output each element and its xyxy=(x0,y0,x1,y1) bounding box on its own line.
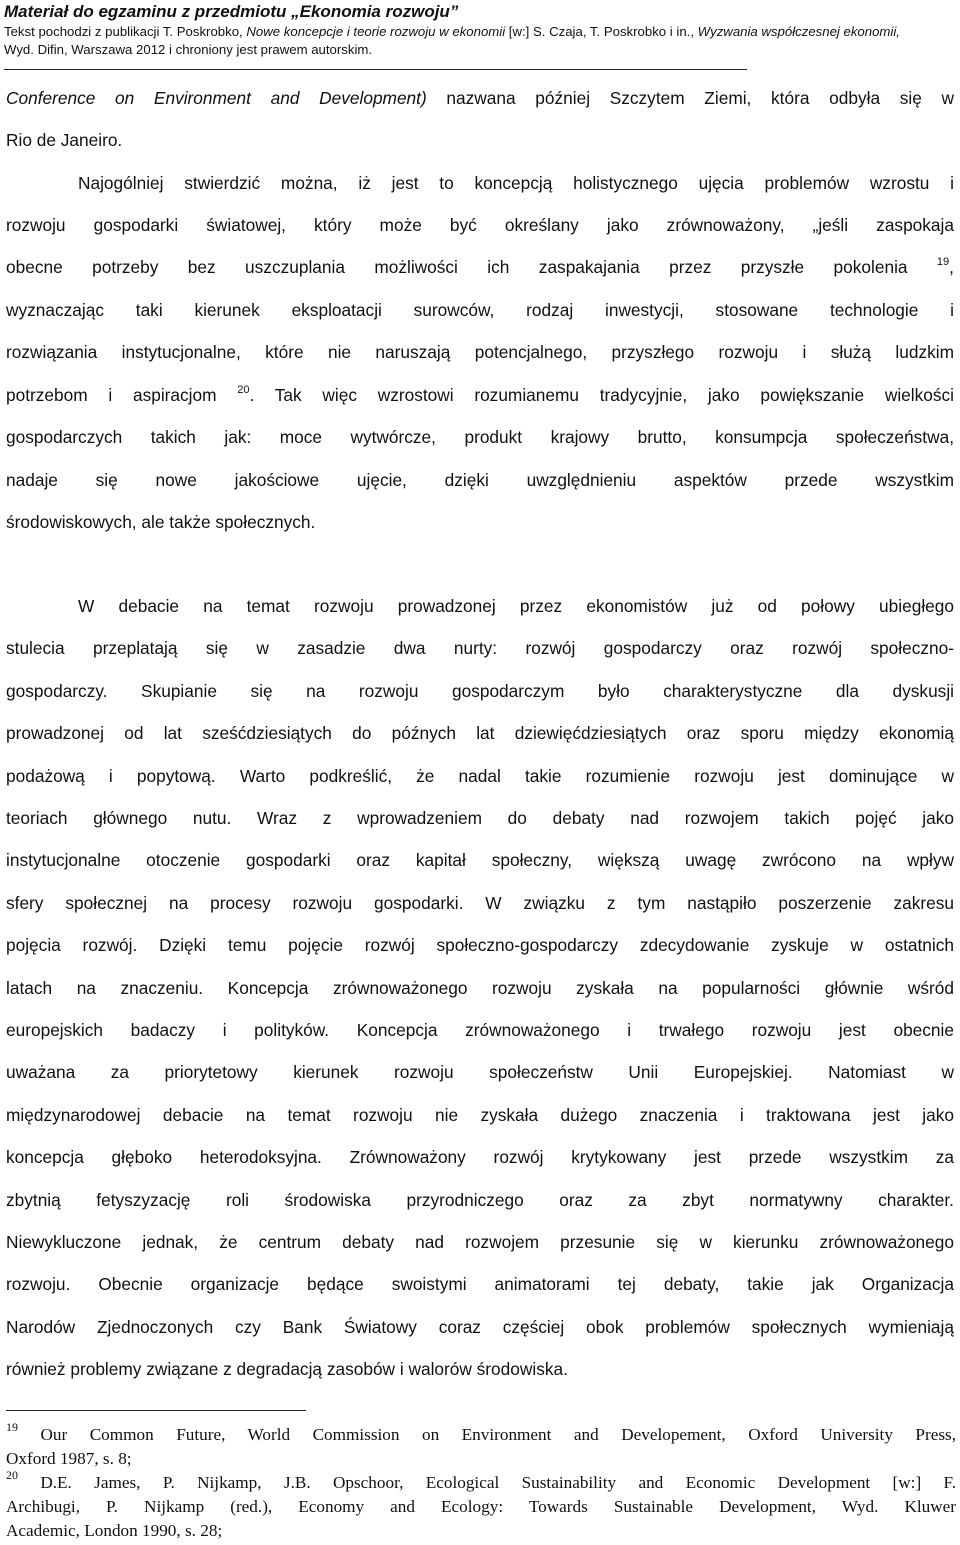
text-line xyxy=(6,384,954,406)
header-source-authors: [w:] S. Czaja, T. Poskrobko i in., xyxy=(505,24,698,39)
text-line: prowadzonej od lat sześćdziesiątych do późnych lat dziewięćdziesiątych oraz sporu między ekonomią xyxy=(6,723,954,743)
text-line: Najogólniej stwierdzić można, iż jest to koncepcją holistycznego ujęcia problemów wzrostu i xyxy=(78,173,954,193)
footnote-text: Our Common Future, World Commission on Environment and Developement, Oxford University Press, xyxy=(18,1425,956,1444)
footnote-line: Oxford 1987, s. 8; xyxy=(6,1449,132,1468)
text-line: gospodarczych takich jak: moce wytwórcze, produkt krajowy brutto, konsumpcja społeczeństwa, xyxy=(6,427,954,447)
footnote-text: D.E. James, P. Nijkamp, J.B. Opschoor, Ecological Sustainability and Economic Development [w:] F. xyxy=(18,1473,956,1492)
text-line: latach na znaczeniu. Koncepcja zrównoważonego rozwoju zyskała na popularności głównie wśród xyxy=(6,978,954,998)
footnote-ref-20: 20 xyxy=(237,384,250,396)
text-line: Rio de Janeiro. xyxy=(6,130,123,150)
footnote-line: Archibugi, P. Nijkamp (red.), Economy and Ecology: Towards Sustainable Development, Wyd. Kluwer xyxy=(6,1497,956,1516)
conference-name: Conference on Environment and Development) xyxy=(6,88,427,108)
text-line xyxy=(6,256,954,278)
text-line: koncepcja głęboko heterodoksyjna. Zrównoważony rozwój krytykowany jest przede wszystkim za xyxy=(6,1147,954,1167)
text-line: uważana za priorytetowy kierunek rozwoju społeczeństw Unii Europejskiej. Natomiast w xyxy=(6,1062,954,1082)
footnote-number: 20 xyxy=(6,1468,18,1482)
footnote-number: 19 xyxy=(6,1420,18,1434)
text-line: wyznaczając taki kierunek eksploatacji surowców, rodzaj inwestycji, stosowane technologie i xyxy=(6,300,954,320)
text-line: europejskich badaczy i polityków. Koncepcja zrównoważonego i trwałego rozwoju jest obecnie xyxy=(6,1020,954,1040)
text-line xyxy=(6,87,954,109)
header-source-collection-title: Wyzwania współczesnej ekonomii, xyxy=(697,24,900,39)
text-line: Narodów Zjednoczonych czy Bank Światowy coraz częściej obok problemów społecznych wymieniają xyxy=(6,1317,954,1337)
footnote-line: Academic, London 1990, s. 28; xyxy=(6,1521,223,1540)
header-title: Materiał do egzaminu z przedmiotu „Ekonomia rozwoju” xyxy=(4,2,459,21)
text-span: potrzebom i aspiracjom xyxy=(6,385,217,405)
text-line: środowiskowych, ale także społecznych. xyxy=(6,512,316,532)
text-line: sfery społecznej na procesy rozwoju gospodarki. W związku z tym nastąpiło poszerzenie zakresu xyxy=(6,893,954,913)
header-source-text: Tekst pochodzi z publikacji T. Poskrobko, xyxy=(4,24,247,39)
text-line: Niewykluczone jednak, że centrum debaty nad rozwojem przesunie się w kierunku zrównoważonego xyxy=(6,1232,954,1252)
header-divider xyxy=(4,69,747,70)
text-line: rozwiązania instytucjonalne, które nie naruszają potencjalnego, przyszłego rozwoju i służą ludzkim xyxy=(6,342,954,362)
footnote-line xyxy=(6,1420,956,1446)
text-line: nadaje się nowe jakościowe ujęcie, dzięki uwzględnieniu aspektów przede wszystkim xyxy=(6,470,954,490)
text-line: rozwoju. Obecnie organizacje będące swoistymi animatorami tej debaty, takie jak Organizacja xyxy=(6,1274,954,1294)
header-source-line-1 xyxy=(4,24,900,39)
text-line: również problemy związane z degradacją zasobów i walorów środowiska. xyxy=(6,1359,568,1379)
text-line: rozwoju gospodarki światowej, który może być określany jako zrównoważony, „jeśli zaspokaja xyxy=(6,215,954,235)
footnote-divider xyxy=(6,1410,306,1411)
header-source-line-2: Wyd. Difin, Warszawa 2012 i chroniony jest prawem autorskim. xyxy=(4,42,373,57)
footnote-line xyxy=(6,1468,956,1494)
text-line: podażową i popytową. Warto podkreślić, że nadal takie rozumienie rozwoju jest dominujące w xyxy=(6,766,954,786)
footnote-ref-19: 19 xyxy=(936,256,950,268)
text-line: pojęcia rozwój. Dzięki temu pojęcie rozwój społeczno-gospodarczy zdecydowanie zyskuje w ostatnich xyxy=(6,935,954,955)
text-span: , xyxy=(949,257,954,277)
text-line: teoriach głównego nutu. Wraz z wprowadzeniem do debaty nad rozwojem takich pojęć jako xyxy=(6,808,954,828)
text-span: . Tak więc wzrostowi rozumianemu tradycyjnie, jako powiększanie wielkości xyxy=(249,385,954,405)
text-line: zbytnią fetyszyzację roli środowiska przyrodniczego oraz za zbyt normatywny charakter. xyxy=(6,1190,954,1210)
text-line: W debacie na temat rozwoju prowadzonej przez ekonomistów już od połowy ubiegłego xyxy=(78,596,954,616)
text-line: stulecia przeplatają się w zasadzie dwa nurty: rozwój gospodarczy oraz rozwój społeczno- xyxy=(6,638,954,658)
text-line: międzynarodowej debacie na temat rozwoju nie zyskała dużego znaczenia i traktowana jest jako xyxy=(6,1105,954,1125)
text-span: nazwana później Szczytem Ziemi, która odbyła się w xyxy=(426,88,954,108)
text-line: instytucjonalne otoczenie gospodarki oraz kapitał społeczny, większą uwagę zwrócono na wpływ xyxy=(6,850,954,870)
header-source-book-title: Nowe koncepcje i teorie rozwoju w ekonomii xyxy=(246,24,506,39)
text-span: obecne potrzeby bez uszczuplania możliwości ich zaspakajania przez przyszłe pokolenia xyxy=(6,257,908,277)
text-line: gospodarczy. Skupianie się na rozwoju gospodarczym było charakterystyczne dla dyskusji xyxy=(6,681,954,701)
